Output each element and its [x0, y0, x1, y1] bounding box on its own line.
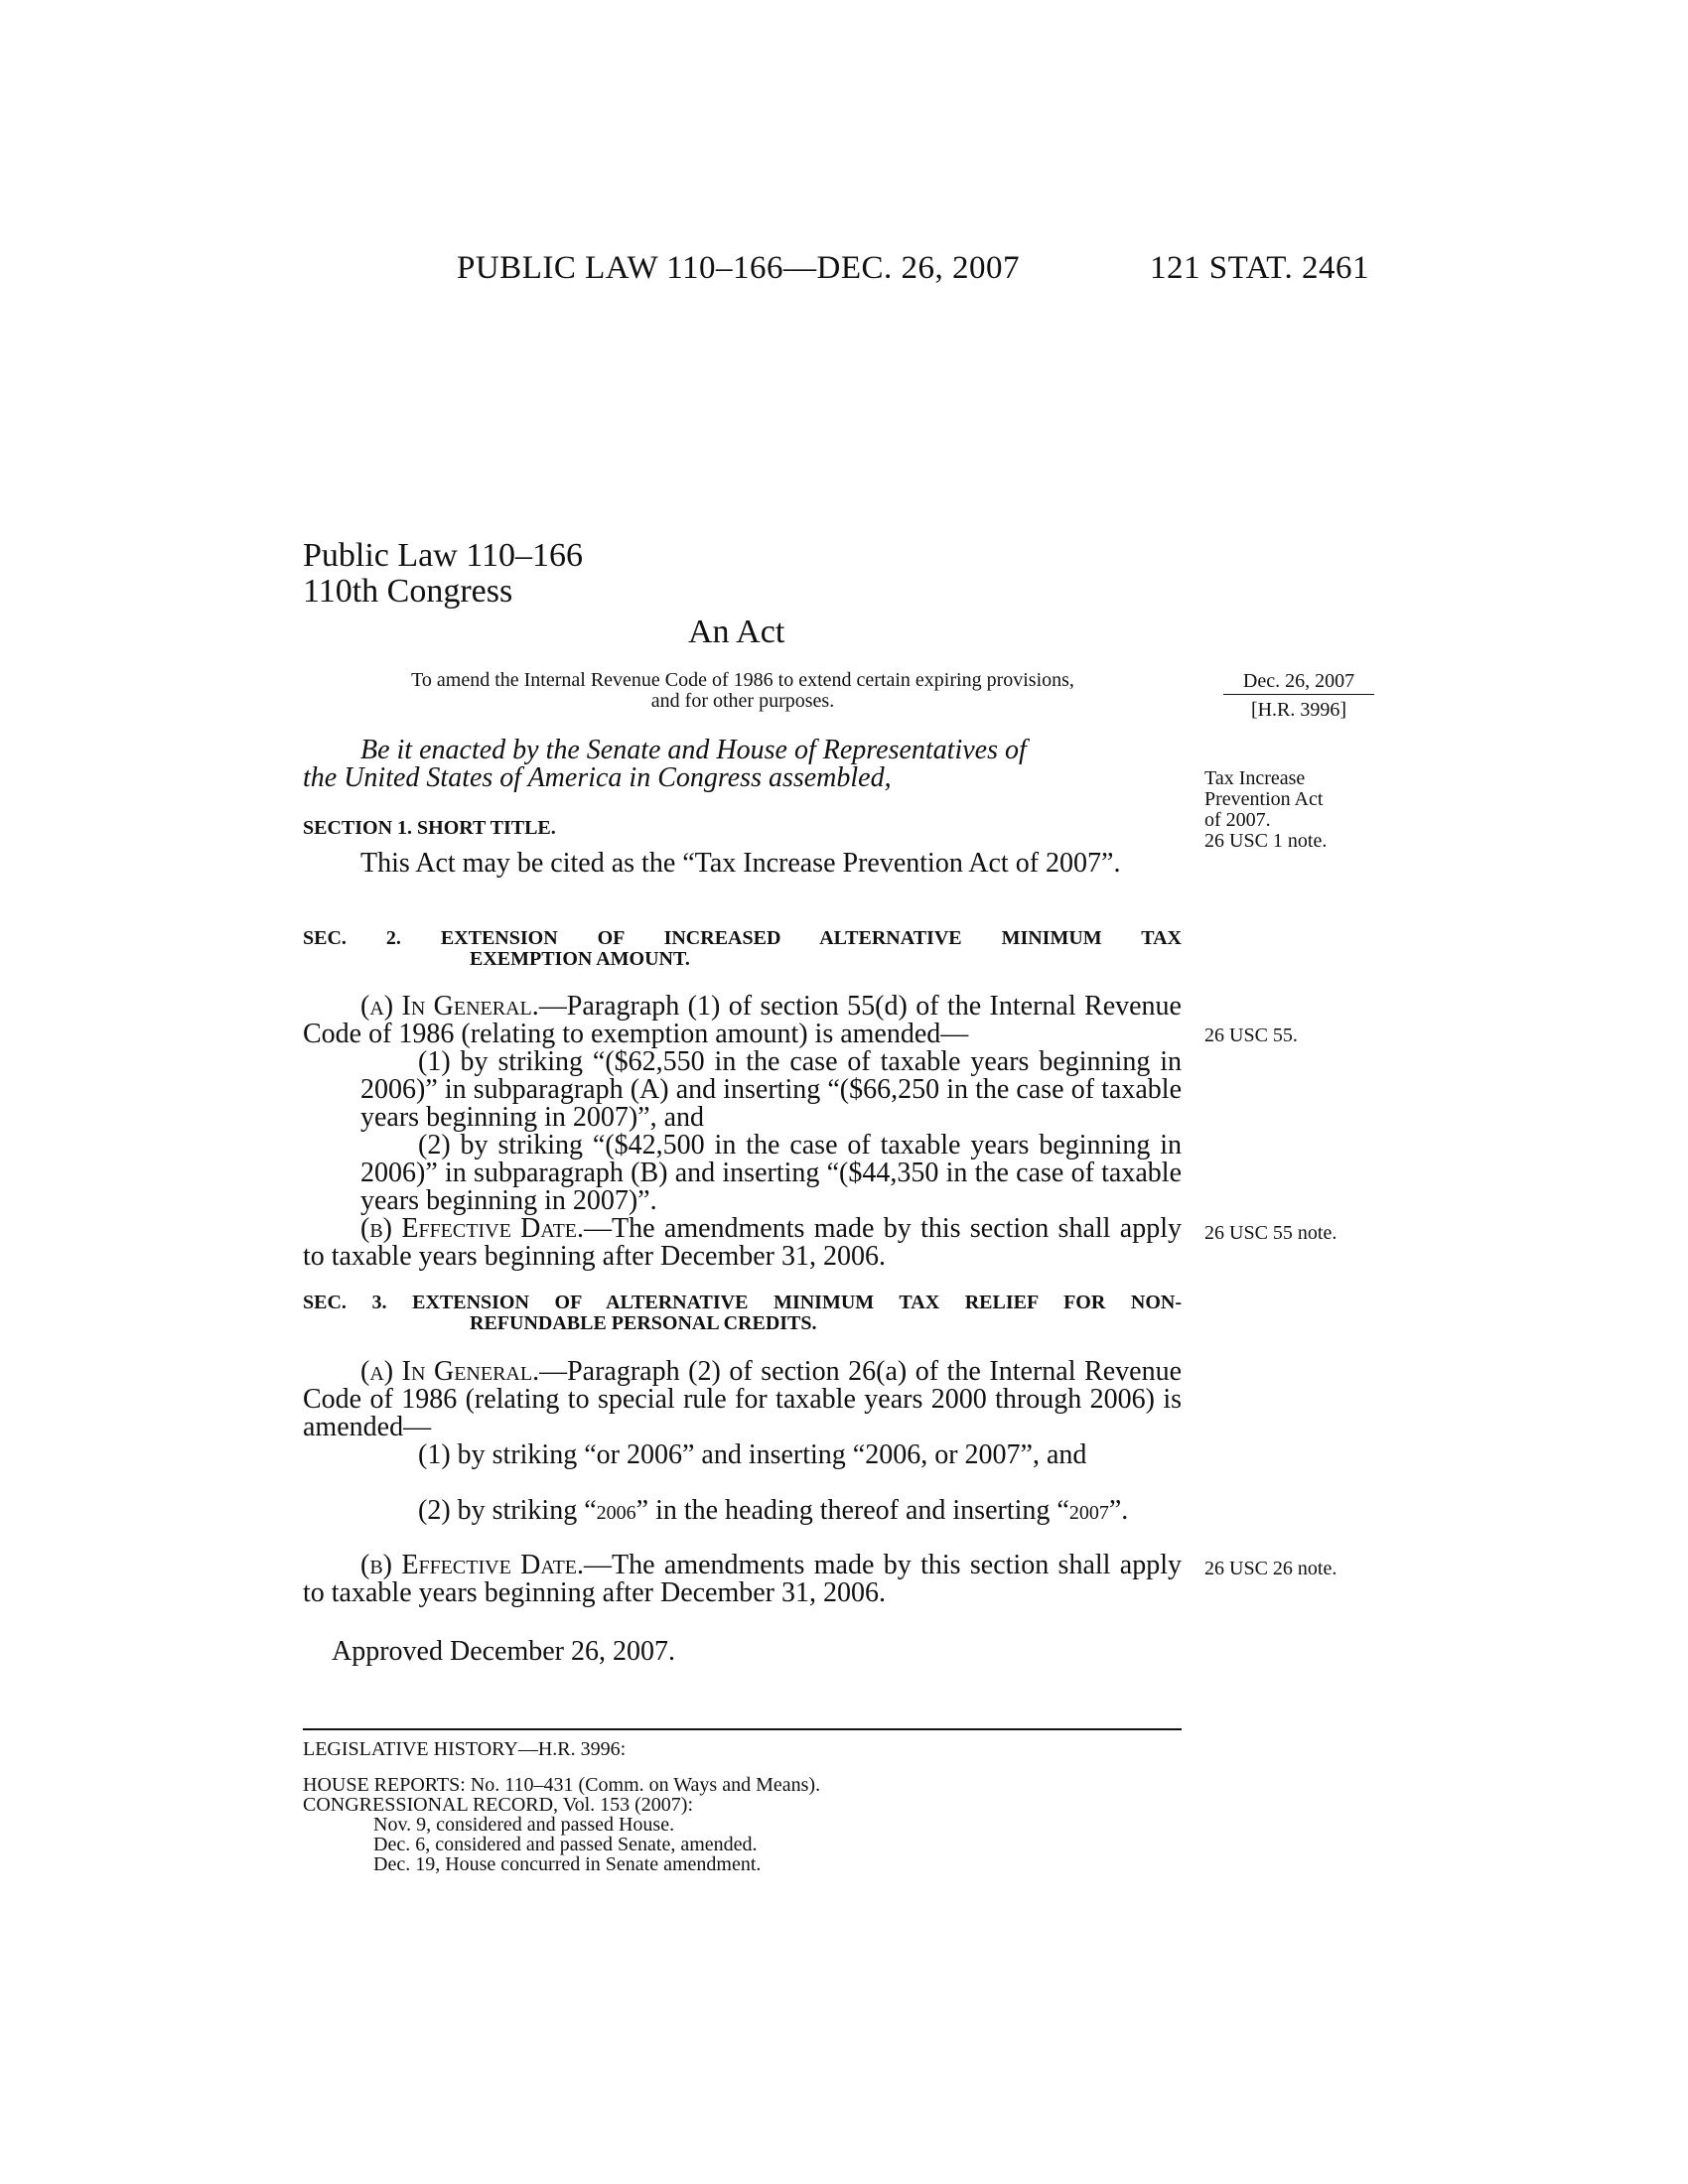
- act-heading: An Act: [688, 614, 785, 650]
- section-2-subsection-a: [303, 993, 1182, 1048]
- approval-line: Approved December 26, 2007.: [332, 1636, 676, 1667]
- subsection-text: —The amendments made by this section shall apply to taxable years beginning after December 31, 2006.: [303, 1213, 1182, 1272]
- section-3-heading-line-1: SEC. 3. EXTENSION OF ALTERNATIVE MINIMUM TAX RELIEF FOR NON-: [303, 1292, 1182, 1313]
- law-number: Public Law 110–166: [303, 537, 584, 574]
- subsection-text: —Paragraph (1) of section 55(d) of the Internal Revenue Code of 1986 (relating to exemption amount) is amended—: [303, 991, 1182, 1049]
- congressional-record-line: CONGRESSIONAL RECORD, Vol. 153 (2007):: [303, 1794, 693, 1816]
- margin-usc-note-55-note: 26 USC 55 note.: [1204, 1222, 1337, 1244]
- section-2-paragraph-1: (1) by striking “($62,550 in the case of taxable years beginning in 2006)” in subparagraph (A) and inserting “($66,250 in the case of taxable years beginning in 2007)”, and: [360, 1046, 1182, 1133]
- history-item: Dec. 6, considered and passed Senate, amended.: [373, 1834, 758, 1855]
- subsection-label: (b) Effective Date.: [360, 1213, 585, 1244]
- section-3-heading-line-2: REFUNDABLE PERSONAL CREDITS.: [470, 1312, 817, 1334]
- running-header-left: PUBLIC LAW 110–166—DEC. 26, 2007: [457, 250, 1021, 286]
- section-2-heading-line-1: SEC. 2. EXTENSION OF INCREASED ALTERNATIVE MINIMUM TAX: [303, 927, 1182, 949]
- legislative-history-title: LEGISLATIVE HISTORY—H.R. 3996:: [303, 1738, 627, 1760]
- margin-usc-note-55: 26 USC 55.: [1204, 1024, 1298, 1046]
- subsection-label: (a) In General.: [360, 991, 539, 1022]
- section-1-heading: SECTION 1. SHORT TITLE.: [303, 817, 556, 839]
- subsection-text: —Paragraph (2) of section 26(a) of the Internal Revenue Code of 1986 (relating to special rule for taxable years 2000 through 2006) is amended—: [303, 1356, 1182, 1442]
- paragraph-text: ”.: [1108, 1495, 1129, 1526]
- section-1-text: This Act may be cited as the “Tax Increase Prevention Act of 2007”.: [360, 848, 1121, 879]
- section-3-subsection-b: [303, 1552, 1182, 1607]
- margin-short-title-line: Prevention Act: [1204, 788, 1324, 810]
- subsection-text: —The amendments made by this section shall apply to taxable years beginning after December 31, 2006.: [303, 1550, 1182, 1608]
- purpose-clause: [321, 670, 1165, 712]
- subsection-label: (b) Effective Date.: [360, 1550, 585, 1580]
- house-reports-line: HOUSE REPORTS: No. 110–431 (Comm. on Ways and Means).: [303, 1774, 821, 1796]
- section-2-paragraph-2: (2) by striking “($42,500 in the case of taxable years beginning in 2006)” in subparagraph (B) and inserting “($44,350 in the case of taxable years beginning in 2007)”.: [360, 1130, 1182, 1216]
- paragraph-text: (2) by striking “: [418, 1495, 597, 1526]
- legislative-history-rule: [303, 1728, 1182, 1730]
- paragraph-small-caps-year: 2006: [596, 1502, 636, 1524]
- history-item: Nov. 9, considered and passed House.: [373, 1814, 675, 1836]
- margin-short-title: [1204, 768, 1327, 852]
- margin-short-title-line: Tax Increase: [1204, 767, 1306, 789]
- margin-usc-note: 26 USC 1 note.: [1204, 830, 1328, 852]
- section-2-heading-line-2: EXEMPTION AMOUNT.: [470, 948, 690, 970]
- enactment-date: Dec. 26, 2007: [1242, 670, 1355, 692]
- bill-number: [H.R. 3996]: [1223, 694, 1374, 721]
- section-2-subsection-b: [303, 1215, 1182, 1271]
- enacting-line-1: Be it enacted by the Senate and House of Representatives of: [360, 735, 1027, 765]
- margin-short-title-line: of 2007.: [1204, 809, 1271, 831]
- history-item: Dec. 19, House concurred in Senate amendment.: [373, 1853, 762, 1875]
- section-3-paragraph-2: [360, 1497, 1182, 1527]
- section-3-paragraph-1-text: (1) by striking “or 2006” and inserting “2006, or 2007”, and: [418, 1439, 1087, 1470]
- paragraph-text: ” in the heading thereof and inserting “: [635, 1495, 1069, 1526]
- purpose-line-1: To amend the Internal Revenue Code of 1986 to extend certain expiring provisions,: [411, 669, 1074, 691]
- running-header-right: 121 STAT. 2461: [1150, 250, 1370, 286]
- margin-date-block: [1223, 670, 1374, 721]
- margin-usc-note-26-note: 26 USC 26 note.: [1204, 1558, 1337, 1579]
- enacting-line-2: the United States of America in Congress assembled,: [303, 762, 892, 793]
- section-3-subsection-a: [303, 1358, 1182, 1441]
- congress-number: 110th Congress: [303, 573, 513, 610]
- subsection-label: (a) In General.: [360, 1356, 540, 1387]
- purpose-line-2: and for other purposes.: [650, 690, 835, 712]
- paragraph-small-caps-year: 2007: [1068, 1502, 1109, 1524]
- enacting-clause: [303, 737, 1182, 792]
- section-3-paragraph-1: [360, 1441, 1182, 1469]
